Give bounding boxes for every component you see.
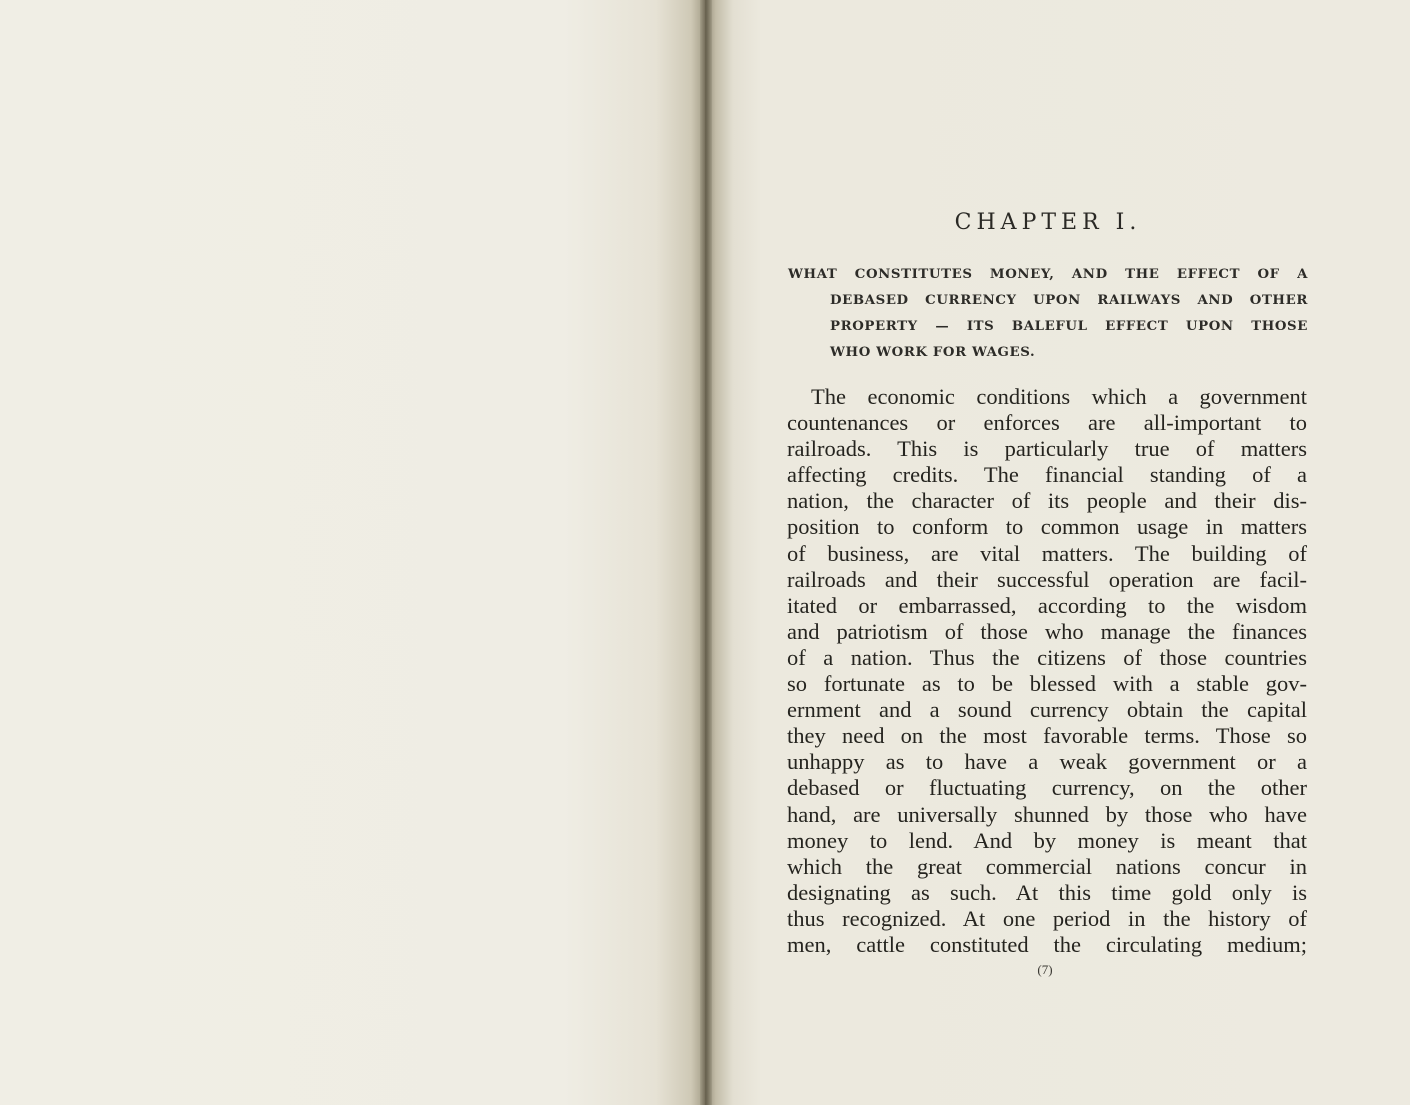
body-line: designating as such. At this time gold only is bbox=[787, 879, 1307, 905]
body-line: countenances or enforces are all-important to bbox=[787, 410, 1307, 436]
summary-line: WHO WORK FOR WAGES. bbox=[830, 345, 1036, 360]
body-line: they need on the most favorable terms. Those so bbox=[787, 723, 1307, 749]
body-line: railroads and their successful operation are facil- bbox=[787, 566, 1307, 592]
body-line: unhappy as to have a weak government or a bbox=[787, 749, 1307, 775]
body-line: which the great commercial nations concur in bbox=[787, 853, 1307, 879]
body-text bbox=[787, 384, 1307, 958]
body-line: so fortunate as to be blessed with a stable gov- bbox=[787, 671, 1307, 697]
body-line: of business, are vital matters. The building of bbox=[787, 540, 1307, 566]
page-number: (7) bbox=[1037, 962, 1053, 977]
body-line: debased or fluctuating currency, on the other bbox=[787, 775, 1307, 801]
body-line: ernment and a sound currency obtain the capital bbox=[787, 697, 1307, 723]
chapter-title: CHAPTER I. bbox=[954, 210, 1142, 235]
body-line: nation, the character of its people and their dis- bbox=[787, 488, 1307, 514]
body-line: of a nation. Thus the citizens of those countries bbox=[787, 644, 1307, 670]
body-line: itated or embarrassed, according to the wisdom bbox=[787, 592, 1307, 618]
book-gutter bbox=[700, 0, 712, 1105]
body-line: hand, are universally shunned by those who have bbox=[787, 801, 1307, 827]
body-line: affecting credits. The financial standing of a bbox=[787, 462, 1307, 488]
summary-line: PROPERTY — ITS BALEFUL EFFECT UPON THOSE bbox=[830, 319, 1308, 334]
body-line: and patriotism of those who manage the finances bbox=[787, 618, 1307, 644]
body-line: The economic conditions which a government bbox=[811, 384, 1307, 409]
body-line: railroads. This is particularly true of matters bbox=[787, 436, 1307, 462]
body-line: money to lend. And by money is meant that bbox=[787, 827, 1307, 853]
body-line: position to conform to common usage in matters bbox=[787, 514, 1307, 540]
chapter-summary bbox=[788, 262, 1308, 366]
body-line: men, cattle constituted the circulating medium; bbox=[787, 931, 1307, 957]
summary-line: WHAT CONSTITUTES MONEY, AND THE EFFECT OF A bbox=[788, 267, 1308, 282]
summary-line: DEBASED CURRENCY UPON RAILWAYS AND OTHER bbox=[830, 293, 1308, 308]
body-line: thus recognized. At one period in the history of bbox=[787, 905, 1307, 931]
